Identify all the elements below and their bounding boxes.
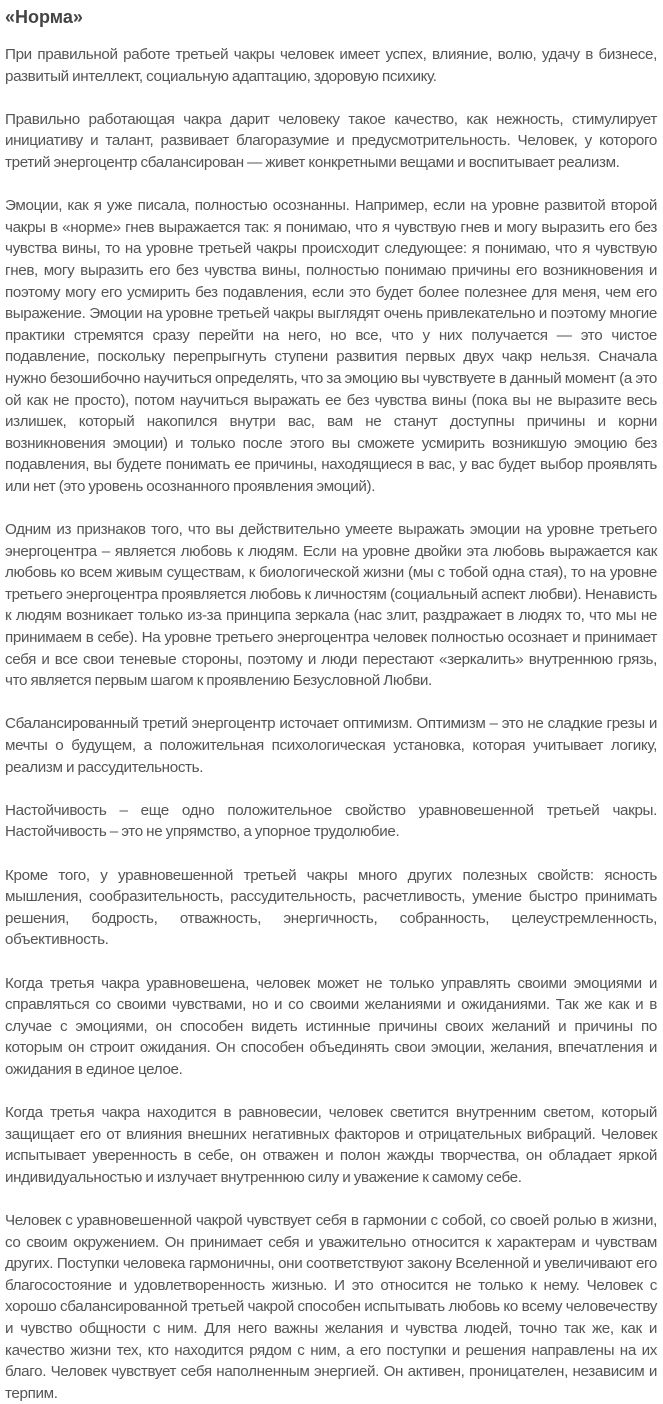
section-heading: «Норма»	[5, 7, 83, 27]
paragraph-love-to-people: Одним из признаков того, что вы действительно умеете выражать эмоции на уровне третьего энергоцентра – является любовь к людям. Если на уровне двойки эта любовь выражается как любовь ко всем живым существам, к биологической жизни (мы с тобой одна стая), то на уровне третьего энергоцентра проявляется любовь к личностям (социальный аспект любви). Ненависть к людям возникает только из-за принципа зеркала (нас злит, раздражает в людях то, что мы не принимаем в себе). На уровне третьего энергоцентра человек полностью осознает и принимает себя и все свои теневые стороны, поэтому и люди перестают «зеркалить» внутреннюю грязь, что является первым шагом к проявлению Безусловной Любви.	[5, 521, 657, 690]
paragraph-optimism: Сбалансированный третий энергоцентр источает оптимизм. Оптимизм – это не сладкие грезы и мечты о будущем, а положительная психологическая установка, которая учитывает логику, реализм и рассудительность.	[5, 715, 657, 776]
paragraph-persistence: Настойчивость – еще одно положительное свойство уравновешенной третьей чакры. Настойчивость – это не упрямство, а упорное трудолюбие.	[5, 801, 657, 841]
paragraph-desires: Когда третья чакра уравновешена, человек может не только управлять своими эмоциями и справляться со своими чувствами, но и со своими желаниями и ожиданиями. Так же как и в случае с эмоциями, он способен видеть истинные причины своих желаний и причины по которым он строит ожидания. Он способен объединять свои эмоции, желания, впечатления и ожидания в единое целое.	[5, 974, 657, 1078]
paragraph-emotions: Эмоции, как я уже писала, полностью осознанны. Например, если на уровне развитой второй чакры в «норме» гнев выражается так: я понимаю, что я чувствую гнев и могу выразить его без чувства вины, то на уровне третьей чакры происходит следующее: я понимаю, что я чувствую гнев, могу выразить его без чувства вины, полностью понимаю причины его возникновения и поэтому могу его усмирить без подавления, если это будет более полезнее для меня, чем его выражение. Эмоции на уровне третьей чакры выглядят очень привлекательно и поэтому многие практики стремятся сразу перейти на него, но все, что у них получается — это чистое подавление, поскольку перепрыгнуть ступени развития первых двух чакр нельзя. Сначала нужно безошибочно научиться определять, что за эмоцию вы чувствуете в данный момент (а это ой как не просто), потом научиться выражать ее без чувства вины (пока вы не выразите весь излишек, который накопился внутри вас, вам не станут доступны причины и корни возникновения эмоции) и только после этого вы сможете усмирить возникшую эмоцию без подавления, вы будете понимать ее причины, находящиеся в вас, у вас будет выбор проявлять или нет (это уровень осознанного проявления эмоций).	[5, 197, 657, 495]
paragraph-success: При правильной работе третьей чакры человек имеет успех, влияние, волю, удачу в бизнесе, развитый интеллект, социальную адаптацию, здоровую психику.	[5, 46, 657, 85]
paragraph-tenderness: Правильно работающая чакра дарит человеку такое качество, как нежность, стимулирует инициативу и талант, развивает благоразумие и предусмотрительность. Человек, у которого третий энергоцентр сбалансирован — живет конкретными вещами и воспитывает реализм.	[5, 110, 657, 171]
paragraph-properties: Кроме того, у уравновешенной третьей чакры много других полезных свойств: ясность мышления, сообразительность, рассудительность, расчетливость, умение быстро принимать решения, бодрость, отважность, энергичность, собранность, целеустремленность, объективность.	[5, 866, 657, 949]
paragraph-harmony: Человек с уравновешенной чакрой чувствует себя в гармонии с собой, со своей ролью в жизни, со своим окружением. Он принимает себя и уважительно относится к характерам и чувствам других. Поступки человека гармоничны, они соответствуют закону Вселенной и увеличивают его благосостояние и удовлетворенность жизнью. И это относится не только к нему. Человек с хорошо сбалансированной третьей чакрой способен испытывать любовь ко всему человечеству и чувство общности с ним. Для него важны желания и чувства людей, точно так же, как и качество жизни тех, кто находится рядом с ним, а его поступки и решения направлены на их благо. Человек чувствует себя наполненным энергией. Он активен, проницателен, независим и терпим.	[5, 1212, 657, 1402]
paragraph-inner-light: Когда третья чакра находится в равновесии, человек светится внутренним светом, который защищает его от влияния внешних негативных факторов и отрицательных вибраций. Человек испытывает уверенность в себе, он отважен и полон жажды творчества, он обладает яркой индивидуальностью и излучает внутреннюю силу и уважение к самому себе.	[5, 1104, 657, 1186]
